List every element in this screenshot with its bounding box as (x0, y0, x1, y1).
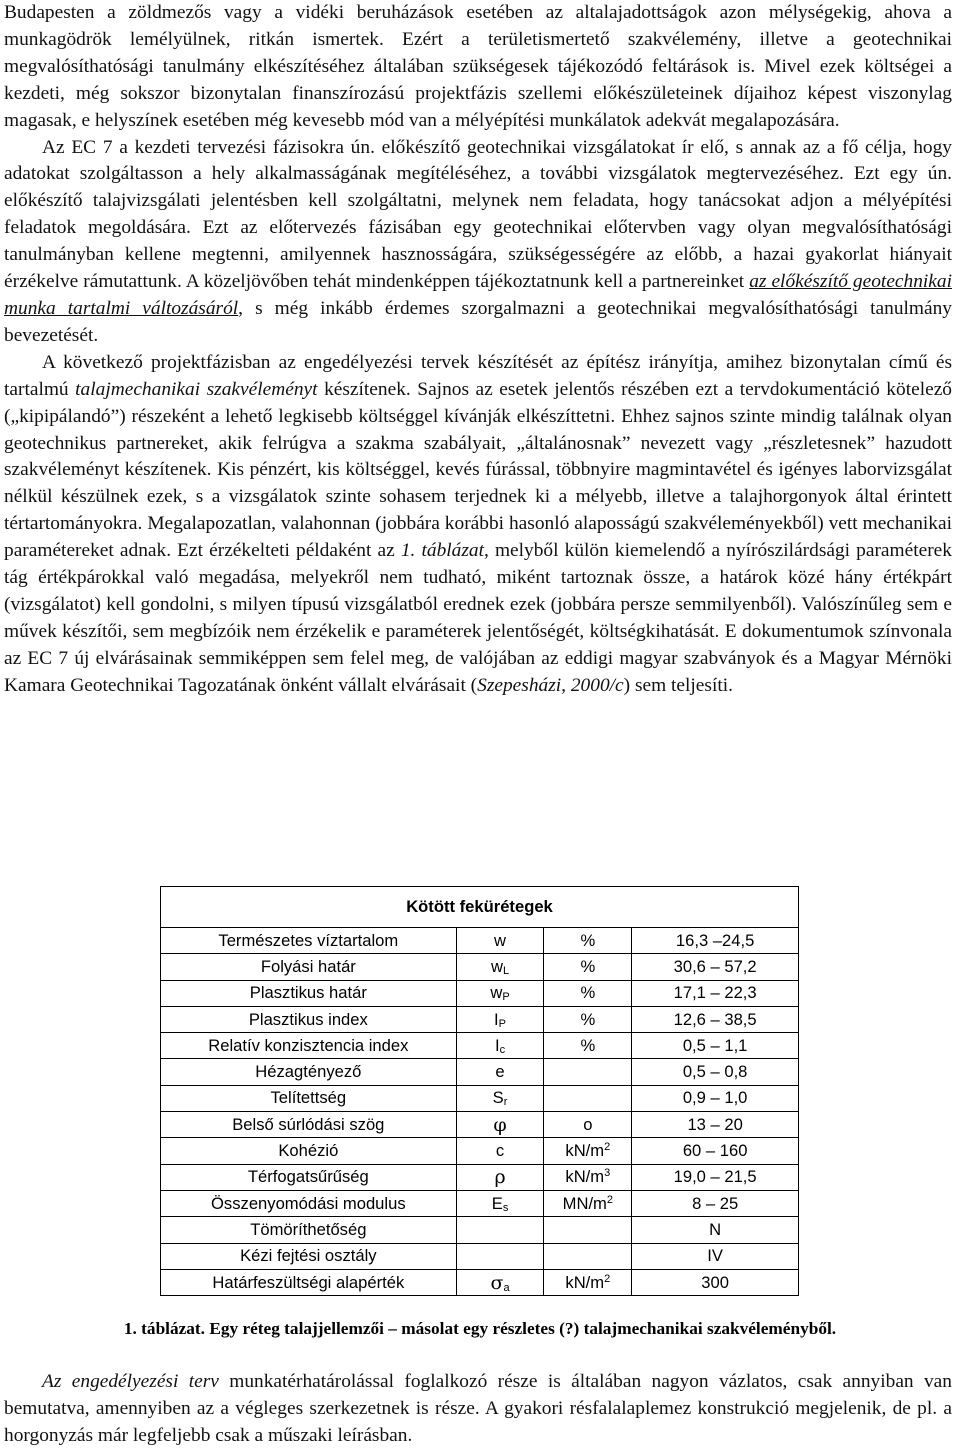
table-row (161, 980, 799, 1006)
table-header-row (161, 887, 799, 928)
parameter-name-cell (161, 1217, 457, 1243)
document-body (4, 0, 952, 700)
symbol: w (490, 983, 503, 1003)
symbol: I (494, 1009, 499, 1029)
symbol: ρ (494, 1166, 506, 1189)
symbol-subscript: P (498, 1017, 507, 1030)
value: 13 – 20 (687, 1114, 743, 1134)
symbol-subscript: r (503, 1096, 508, 1109)
symbol: σ (490, 1271, 504, 1294)
unit: % (580, 983, 596, 1003)
table-caption: 1. táblázat. Egy réteg talajjellemzői – másolat egy részletes (?) talajmechanikai szakvéleményből. (123, 1319, 837, 1338)
value-cell (632, 1059, 799, 1085)
value: 300 (701, 1272, 729, 1292)
symbol-subscript: L (502, 964, 510, 977)
parameter-name: Tömöríthetőség (250, 1219, 367, 1239)
emphasis-italic: Az engedélyezési terv (42, 1371, 219, 1392)
unit-cell (544, 1112, 632, 1138)
paragraph-3: A következő projektfázisban az engedélyezési tervek készítését az építész irányítja, amihez bizonytalan című és tartalmú talajmechanikai szakvéleményt készítenek. Sajnos az esetek jelentős részében ezt a tervdokumentáció kötelező („kipipálandó”) részeként a lehető legkisebb költséggel kívánják elkészíttetni. Ehhez sajnos szinte mindig találnak olyan geotechnikus partnereket, akik felrúgva a szakma szabályait, „általánosnak” nevezett vagy „részletesnek” hazudott szakvéleményt készítenek. Kis pénzért, kis költséggel, kevés fúrással, többnyire magmintavétel és igényes laborvizsgálat nélkül készülnek ezek, s a vizsgálatok szinte sohasem terjednek ki a mélyebb, illetve a talajhorgonyok által érintett tértartományokra. Megalapozatlan, valahonnan (jobbára korábbi hasonló alaposságú szakvéleményekből) vett mechanikai paramétereket adnak. Ezt érzékelteti példaként az 1. táblázat, melyből külön kiemelendő a nyírószilárdsági paraméterek tág értékpárokkal való megadása, melyekről nem tudható, miként tartoznak össze, a határok közé hány értékpárt (vizsgálatot) kell gondolni, s milyen típusú vizsgálatból erednek ezek (jobbára persze semmilyenből). Valószínűleg sem e művek készítői, sem megbízóik nem érzékelik e paraméterek jelentőségét, költségkihatását. E dokumentumok színvonala az EC 7 új elvárásainak semmiképpen sem felel meg, de valójában az eddigi magyar szabványok és a Magyar Mérnöki Kamara Geotechnikai Tagozatának önként vállalt elvárásait (Szepesházi, 2000/c) sem teljesíti. (4, 351, 952, 696)
unit-cell (544, 1033, 632, 1059)
value: 17,1 – 22,3 (673, 983, 757, 1003)
paragraph-4: Az engedélyezési terv munkatérhatárolással foglalkozó része is általában nagyon vázlatos, csak annyiban van bemutatva, amennyiben az a végleges szerkezetnek is része. A gyakori résfalalaplemez konstrukció megjelenik, de pl. a horgonyzás már legfeljebb csak a műszaki leírásban. (4, 1371, 952, 1446)
table-row (161, 1190, 799, 1216)
table-row (161, 1243, 799, 1269)
soil-parameters-table-wrapper (160, 886, 799, 1296)
parameter-name-cell (161, 1243, 457, 1269)
parameter-name-cell (161, 980, 457, 1006)
unit: kN/m (565, 1167, 605, 1187)
parameter-name: Plasztikus határ (249, 983, 367, 1003)
symbol: I (494, 1035, 500, 1055)
symbol-cell (456, 1243, 544, 1269)
symbol: φ (493, 1113, 507, 1136)
unit-superscript: 3 (604, 1167, 611, 1180)
symbol-cell (456, 1085, 544, 1111)
table-row (161, 954, 799, 980)
symbol-cell (456, 1164, 544, 1190)
value-cell (632, 1164, 799, 1190)
parameter-name: Kohézió (278, 1141, 339, 1161)
symbol: e (495, 1062, 505, 1082)
value-cell (632, 1243, 799, 1269)
symbol-cell (456, 980, 544, 1006)
table-row (161, 1033, 799, 1059)
symbol: w (490, 956, 503, 976)
table-row (161, 1112, 799, 1138)
unit: kN/m (565, 1272, 605, 1292)
table-row (161, 1164, 799, 1190)
value: 16,3 –24,5 (675, 930, 755, 950)
emphasis-underlined: az előkészítő geotechnikai munka tartalmi változásáról (4, 271, 952, 319)
symbol-cell (456, 928, 544, 954)
unit-cell (544, 1269, 632, 1295)
table-row (161, 1006, 799, 1032)
unit-cell (544, 1006, 632, 1032)
paragraph-2: Az EC 7 a kezdeti tervezési fázisokra ún. előkészítő geotechnikai vizsgálatokat ír elő, s annak az a fő célja, hogy adatokat szolgáltasson a hely alkalmasságának megítéléséhez, a további vizsgálatok megtervezéséhez. Ezt egy ún. előkészítő talajvizsgálati jelentésben kell szolgáltatni, melynek nem feladata, hogy tanácsokat adjon a mélyépítési feladatok megoldására. Ezt az előtervezés fázisában egy geotechnikai előtervben vagy olyan megvalósíthatósági tanulmányban kellene megtenni, amilyennek hasznosságára, szükségességére az előbb, a hazai gyakorlat hiányait érzékelve rámutattunk. A közeljövőben tehát mindenképpen tájékoztatnunk kell a partnereinket az előkészítő geotechnikai munka tartalmi változásáról, s még inkább érdemes szorgalmazni a geotechnikai megvalósíthatósági tanulmány bevezetését. (4, 136, 952, 346)
unit: kN/m (565, 1141, 605, 1161)
table-reference: 1. táblázat (400, 540, 484, 562)
parameter-name: Térfogatsűrűség (247, 1167, 369, 1187)
value: 60 – 160 (682, 1141, 748, 1161)
parameter-name: Plasztikus index (248, 1009, 368, 1029)
table-row (161, 1059, 799, 1085)
parameter-name-cell (161, 954, 457, 980)
parameter-name: Folyási határ (260, 956, 356, 976)
unit-cell (544, 1164, 632, 1190)
citation: Szepesházi, 2000/c (477, 674, 624, 696)
value: 0,9 – 1,0 (682, 1088, 748, 1108)
emphasis-italic: talajmechanikai szakvéleményt (75, 378, 318, 400)
symbol-subscript: s (502, 1201, 509, 1214)
symbol-subscript: c (499, 1043, 506, 1056)
unit: % (580, 956, 596, 976)
symbol-cell (456, 1059, 544, 1085)
parameter-name-cell (161, 1059, 457, 1085)
parameter-name-cell (161, 1033, 457, 1059)
parameter-name-cell (161, 1112, 457, 1138)
parameter-name: Belső súrlódási szög (232, 1114, 385, 1134)
unit: MN/m (562, 1193, 607, 1213)
value-cell (632, 1006, 799, 1032)
parameter-name-cell (161, 1164, 457, 1190)
unit-superscript: 2 (604, 1272, 611, 1285)
table-row (161, 1217, 799, 1243)
parameter-name-cell (161, 1138, 457, 1164)
value: 12,6 – 38,5 (673, 1009, 757, 1029)
parameter-name: Kézi fejtési osztály (240, 1246, 377, 1266)
symbol-cell (456, 1190, 544, 1216)
parameter-name: Összenyomódási modulus (211, 1193, 406, 1213)
parameter-name-cell (161, 1190, 457, 1216)
parameter-name: Hézagtényező (255, 1062, 362, 1082)
table-row (161, 1269, 799, 1295)
unit: o (583, 1114, 593, 1134)
unit: % (580, 1009, 596, 1029)
symbol-cell (456, 1269, 544, 1295)
unit-cell (544, 1190, 632, 1216)
value-cell (632, 954, 799, 980)
value-cell (632, 1085, 799, 1111)
unit-cell (544, 1085, 632, 1111)
symbol-subscript: P (502, 991, 510, 1004)
value: 0,5 – 1,1 (682, 1035, 748, 1055)
table-row (161, 1138, 799, 1164)
table-title: Kötött fekürétegek (161, 887, 799, 928)
unit: % (580, 1035, 596, 1055)
unit-cell (544, 1243, 632, 1269)
parameter-name-cell (161, 1269, 457, 1295)
unit-cell (544, 980, 632, 1006)
unit-superscript: 2 (604, 1141, 611, 1154)
symbol: S (492, 1088, 504, 1108)
soil-parameters-table (160, 886, 799, 1296)
symbol-cell (456, 954, 544, 980)
unit-cell (544, 1217, 632, 1243)
parameter-name-cell (161, 1006, 457, 1032)
parameter-name: Természetes víztartalom (218, 930, 399, 950)
unit-superscript: 2 (606, 1193, 614, 1206)
unit-cell (544, 928, 632, 954)
value: 8 – 25 (692, 1193, 739, 1213)
symbol: E (491, 1193, 503, 1213)
paragraph-1: Budapesten a zöldmezős vagy a vidéki beruházások esetében az altalajadottságok azon mélységekig, ahova a munkagödrök lemélyülnek, ritkán ismertek. Ezért a területismertető szakvélemény, illetve a geotechnikai megvalósíthatósági tanulmány elkészítéséhez általában szükségesek tájékozódó feltárások is. Mivel ezek költségei a kezdeti, még sokszor bizonytalan finanszírozású projektfázis szellemi előkészületeinek díjaihoz képest viszonylag magasak, e helyszínek esetében még kevesebb mód van a mélyépítési munkálatok adekvát megalapozására. (4, 2, 952, 131)
value-cell (632, 1269, 799, 1295)
symbol: c (495, 1141, 505, 1161)
parameter-name: Relatív konzisztencia index (208, 1035, 409, 1055)
symbol-cell (456, 1138, 544, 1164)
unit-cell (544, 1059, 632, 1085)
value-cell (632, 1112, 799, 1138)
symbol-cell (456, 1217, 544, 1243)
value: 0,5 – 0,8 (682, 1062, 748, 1082)
value: 30,6 – 57,2 (673, 956, 757, 976)
parameter-name: Telítettség (270, 1088, 347, 1108)
value: IV (707, 1246, 723, 1266)
table-row (161, 1085, 799, 1111)
value: N (709, 1219, 722, 1239)
parameter-name-cell (161, 1085, 457, 1111)
parameter-name: Határfeszültségi alapérték (212, 1272, 405, 1292)
parameter-name-cell (161, 928, 457, 954)
unit: % (580, 930, 596, 950)
table-row (161, 928, 799, 954)
unit-cell (544, 1138, 632, 1164)
symbol-cell (456, 1006, 544, 1032)
value-cell (632, 980, 799, 1006)
value-cell (632, 1190, 799, 1216)
symbol: w (494, 930, 507, 950)
value: 19,0 – 21,5 (673, 1167, 757, 1187)
symbol-cell (456, 1112, 544, 1138)
value-cell (632, 928, 799, 954)
document-body-continued (4, 1369, 952, 1450)
unit-cell (544, 954, 632, 980)
value-cell (632, 1033, 799, 1059)
symbol-subscript: a (503, 1281, 510, 1294)
value-cell (632, 1138, 799, 1164)
symbol-cell (456, 1033, 544, 1059)
value-cell (632, 1217, 799, 1243)
